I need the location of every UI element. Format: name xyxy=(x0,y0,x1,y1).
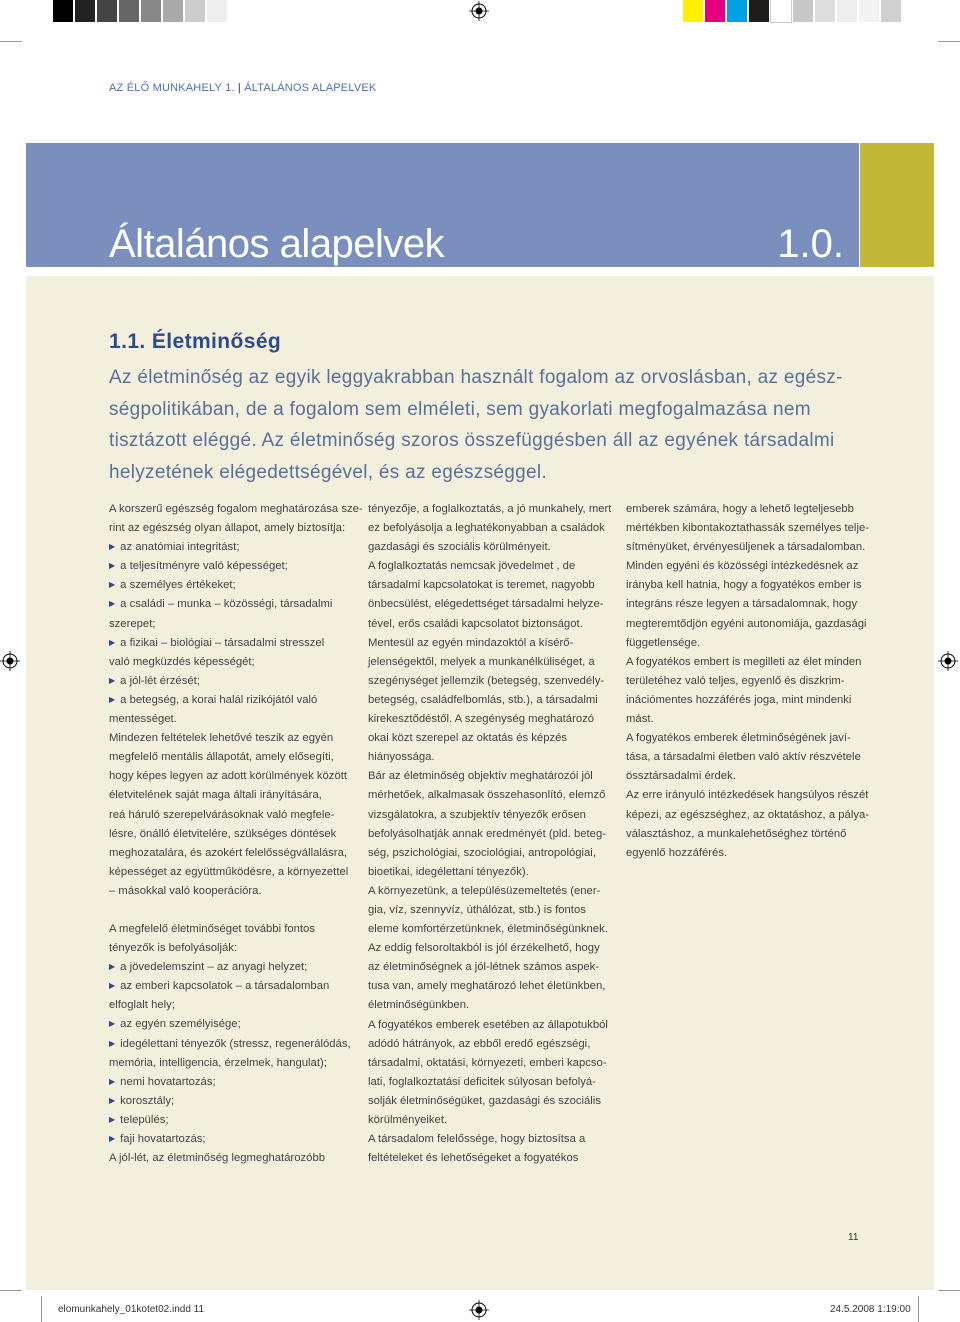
text-line: A társadalom felelőssége, hogy biztosítsa a xyxy=(368,1133,586,1146)
crop-mark xyxy=(41,1296,42,1322)
text-line: A megfelelő életminőséget további fontos xyxy=(109,922,315,935)
text-line: társadalmi kapcsolatokat is teremet, nagyobb xyxy=(368,579,595,592)
text-line: önbecsülést, elégedettséget társadalmi helyze- xyxy=(368,598,604,611)
text-line: tével, erős családi kapcsolatot biztonságot. xyxy=(368,617,583,630)
text-line: irányba kell hatnia, hogy a fogyatékos ember is xyxy=(626,579,862,592)
color-swatch xyxy=(163,0,183,22)
text-line: Minden egyéni és közösségi intézkedésnek az xyxy=(626,560,859,573)
text-line: szerepet; xyxy=(109,617,156,630)
text-line: A korszerű egészség fogalom meghatározása sze- xyxy=(109,503,363,515)
text-column-3 xyxy=(626,500,871,863)
running-header-separator: | xyxy=(237,82,241,94)
crop-mark xyxy=(938,41,960,42)
color-swatch xyxy=(815,0,835,22)
color-swatch xyxy=(75,0,95,22)
text-line: A jól-lét, az életminőség legmeghatározóbb xyxy=(109,1152,326,1165)
text-line: lésre, önálló életvitelére, szükséges döntések xyxy=(109,827,337,840)
text-line: elfoglalt hely; xyxy=(109,999,175,1012)
color-swatch xyxy=(859,0,879,22)
color-swatch xyxy=(97,0,117,22)
text-line: ▶ az anatómiai integritást; xyxy=(109,538,364,557)
text-line: ség, pszichológiai, szociológiai, antropológiai, xyxy=(368,846,596,859)
text-line: ▶ az emberi kapcsolatok – a társadalomban xyxy=(109,977,364,996)
color-swatch xyxy=(119,0,139,22)
text-line: az életminőségnek a jól-létnek számos aspek- xyxy=(368,961,600,974)
text-line: inációmentes hozzáférés joga, mint mindenki xyxy=(626,693,852,706)
text-line: ▶ település; xyxy=(109,1111,364,1130)
text-line: területéhez való teljes, egyenlő és diszkrim- xyxy=(626,674,845,687)
text-line: – másokkal való kooperációra. xyxy=(109,884,262,897)
text-line: gia, víz, szennyvíz, úthálózat, stb.) is fontos xyxy=(368,903,586,916)
color-swatch xyxy=(881,0,901,22)
text-line: való megküzdés képességét; xyxy=(109,655,255,668)
text-line: ▶ a fizikai – biológiai – társadalmi stresszel xyxy=(109,634,364,653)
text-line: tényezője, a foglalkoztatás, a jó munkahely, mert xyxy=(368,503,612,515)
text-line: kirekesztődéstől. A szegénység meghatározó xyxy=(368,713,595,726)
text-line: gazdasági és szociális körülményeit. xyxy=(368,541,551,554)
text-line: A fogyatékos embert is megilleti az élet minden xyxy=(626,655,862,668)
color-swatch xyxy=(185,0,205,22)
registration-mark-icon xyxy=(469,1,489,21)
text-line: össztársadalmi érdek. xyxy=(626,770,736,783)
text-line: életvitelének saját maga általi irányítására, xyxy=(109,789,322,802)
text-line: memória, intelligencia, érzelmek, hangulat); xyxy=(109,1056,327,1069)
text-line xyxy=(109,901,364,920)
accent-block xyxy=(860,143,934,267)
crop-mark xyxy=(938,1290,960,1291)
text-line: Mindezen feltételek lehetővé teszik az egyén xyxy=(109,732,334,745)
text-line: függetlensége. xyxy=(626,636,701,649)
text-line: tényezők is befolyásolják: xyxy=(109,942,238,955)
text-line: meghozatalára, és azokért felelősségvállalásra, xyxy=(109,846,347,859)
color-swatch xyxy=(207,0,227,22)
text-line: képezi, az egészséghez, az oktatáshoz, a pálya- xyxy=(626,808,870,821)
text-line: hiányossága. xyxy=(368,751,435,764)
text-line: A környezetünk, a településüzemeltetés (ener- xyxy=(368,884,601,897)
registration-mark-icon xyxy=(469,1300,489,1320)
text-line: mást. xyxy=(626,713,654,726)
text-line: társadalmi, oktatási, környezeti, emberi kapcso- xyxy=(368,1056,607,1069)
text-line: körülményeiket. xyxy=(368,1114,448,1126)
text-line: ▶ a jól-lét érzését; xyxy=(109,672,364,691)
color-swatch xyxy=(141,0,161,22)
footer-timestamp: 24.5.2008 1:19:00 xyxy=(830,1304,911,1315)
registration-mark-icon xyxy=(0,651,20,671)
text-line: Az erre irányuló intézkedések hangsúlyos részét xyxy=(626,789,869,802)
text-line: ▶ a teljesítményre való képességet; xyxy=(109,557,364,576)
color-swatch xyxy=(771,0,791,22)
color-swatch xyxy=(837,0,857,22)
text-line: tusa van, amely meghatározó lehet életünkben, xyxy=(368,980,606,993)
text-line: szegénységet jellemzik (betegség, szenvedély- xyxy=(368,674,605,687)
chapter-number: 1.0. xyxy=(777,222,844,266)
text-line: életminőségünkben. xyxy=(368,999,470,1012)
text-line: feltételeket és lehetőségeket a fogyatékos xyxy=(368,1152,579,1165)
text-column-1 xyxy=(109,500,364,1168)
color-swatch xyxy=(749,0,769,22)
text-line: hogy képes legyen az adott körülmények között xyxy=(109,770,348,783)
text-line: képességet az együttműködésre, a környezettel xyxy=(109,865,349,878)
text-line: ▶ nemi hovatartozás; xyxy=(109,1073,364,1092)
page-number: 11 xyxy=(848,1232,859,1243)
text-line: mentességet. xyxy=(109,713,177,726)
text-line: egyenlő hozzáférés. xyxy=(626,846,728,859)
text-line: reá háruló szerepelvárásoknak való megfele- xyxy=(109,808,335,821)
text-line: Az eddig felsoroltakból is jól érzékelhető, hogy xyxy=(368,942,600,955)
registration-mark-icon xyxy=(938,651,958,671)
text-line: ▶ a jövedelemszint – az anyagi helyzet; xyxy=(109,958,364,977)
text-line: Bár az életminőség objektív meghatározói jól xyxy=(368,770,593,783)
text-line: befolyásolhatják annak eredményét (pld. beteg- xyxy=(368,827,607,840)
crop-mark xyxy=(0,41,22,42)
text-line: ▶ a családi – munka – közösségi, társadalmi xyxy=(109,595,364,614)
color-swatch xyxy=(705,0,725,22)
text-line: rint az egészség olyan állapot, amely biztosítja: xyxy=(109,522,346,535)
text-line: betegség, családfelbomlás, stb.), a társadalmi xyxy=(368,693,598,706)
running-header-part1: AZ ÉLŐ MUNKAHELY 1. xyxy=(109,82,235,94)
running-header xyxy=(109,82,376,94)
text-line: választáshoz, a munkalehetőséghez történő xyxy=(626,827,847,840)
color-swatch xyxy=(53,0,73,22)
text-line: solják életminőségüket, gazdasági és szociális xyxy=(368,1094,601,1107)
text-line: A fogyatékos emberek életminőségének javí- xyxy=(626,732,851,745)
text-line: adódó hátrányok, az ebből eredő egészségi, xyxy=(368,1037,591,1050)
section-intro: Az életminőség az egyik leggyakrabban használt fogalom az orvoslásban, az egész-ségpolitikában, de a fogalom sem elméleti, sem gyakorlati megfogalmazása nem tisztázott eléggé. Az életminőség szoros összefüggésben áll az egyének társadalmi helyzetének elégedettségével, és az egészséggel. xyxy=(109,367,843,483)
text-line: tása, a társadalmi életben való aktív részvétele xyxy=(626,751,861,764)
text-line: ez befolyásolja a leghatékonyabban a családok xyxy=(368,522,605,535)
text-line: bioetikai, idegélettani tényezők). xyxy=(368,865,529,878)
text-line: mérhetőek, alkalmasak összehasonlító, elemző xyxy=(368,789,606,802)
text-line: emberek számára, hogy a lehető legteljesebb xyxy=(626,503,854,515)
text-line: integráns része legyen a társadalomnak, hogy xyxy=(626,598,858,611)
text-line: ▶ a személyes értékeket; xyxy=(109,576,364,595)
text-line: A fogyatékos emberek esetében az állapotukból xyxy=(368,1018,608,1031)
text-line: jelenségektől, melyek a munkanélküliséget, a xyxy=(368,655,595,668)
color-swatch xyxy=(793,0,813,22)
color-swatch xyxy=(683,0,703,22)
text-line: megfelelő mentális állapotát, amely elősegíti, xyxy=(109,751,334,764)
text-line: ▶ a betegség, a korai halál rizikójától való xyxy=(109,691,364,710)
footer-filename: elomunkahely_01kotet02.indd 11 xyxy=(58,1304,205,1315)
text-line: megteremtődjön egyéni autonomiája, gazdasági xyxy=(626,617,867,630)
text-line: ▶ faji hovatartozás; xyxy=(109,1130,364,1149)
text-line: okai közt szerepel az oktatás és képzés xyxy=(368,732,568,745)
running-header-part2: ÁLTALÁNOS ALAPELVEK xyxy=(244,82,377,94)
text-line: A foglalkoztatás nemcsak jövedelmet , de xyxy=(368,560,576,573)
text-line: eleme komfortérzetünknek, életminőségünknek. xyxy=(368,923,608,936)
text-line: ▶ korosztály; xyxy=(109,1092,364,1111)
text-column-2 xyxy=(368,500,618,1168)
section-heading: 1.1. Életminőség xyxy=(109,330,282,353)
text-line: vizsgálatokra, a szubjektív tényezők erősen xyxy=(368,808,586,821)
color-swatch xyxy=(727,0,747,22)
text-line: sítményüket, érvényesüljenek a társadalomban. xyxy=(626,541,866,554)
text-line: lati, foglalkoztatási deficitek súlyosan befolyá- xyxy=(368,1075,596,1088)
text-line: ▶ idegélettani tényezők (stressz, regenerálódás, xyxy=(109,1035,364,1054)
text-line: Mentesül az egyén mindazoktól a kísérő- xyxy=(368,636,574,649)
text-line: mértékben kibontakoztathassák személyes telje- xyxy=(626,522,869,535)
crop-mark xyxy=(918,1296,919,1322)
text-line: ▶ az egyén személyisége; xyxy=(109,1015,364,1034)
chapter-title: Általános alapelvek xyxy=(109,222,445,266)
crop-mark xyxy=(0,1290,22,1291)
